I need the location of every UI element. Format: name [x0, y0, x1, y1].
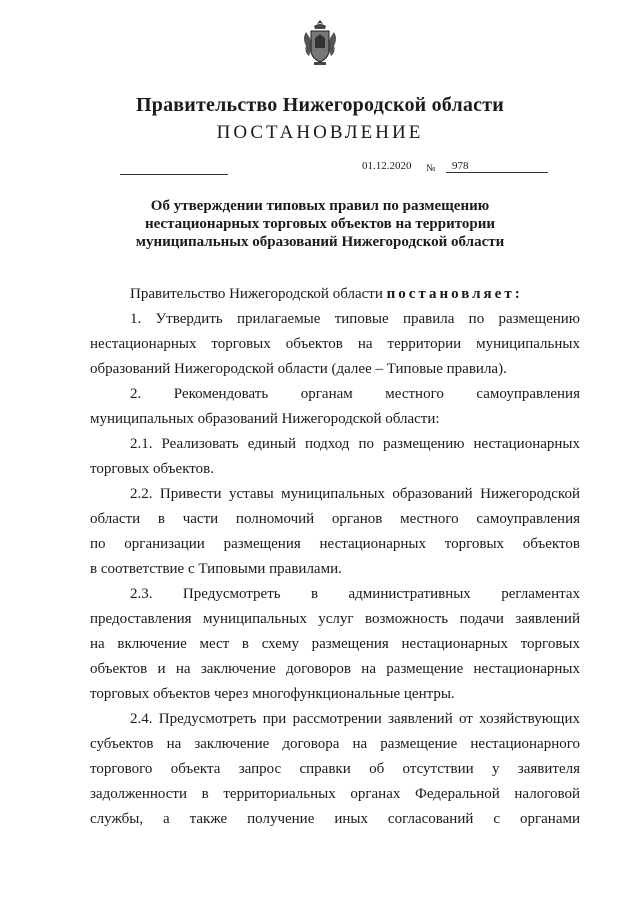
body-line: 2.2. Привести уставы муниципальных образований Нижегородской [130, 486, 580, 502]
document-type: ПОСТАНОВЛЕНИЕ [216, 122, 424, 143]
body-line: торгового объекта запрос справки об отсутствии у заявителя [90, 761, 580, 777]
title-line: нестационарных торговых объектов на территории [144, 216, 496, 232]
body-line: 2. Рекомендовать органам местного самоуправления [130, 386, 580, 402]
body-line: нестационарных торговых объектов на территории муниципальных [90, 336, 580, 352]
body-lines [90, 307, 580, 832]
blank-date-line [120, 174, 228, 175]
preamble-emphasis: постановляет: [386, 286, 523, 302]
body-line: задолженности в территориальных органах Федеральной налоговой [90, 786, 580, 802]
coat-of-arms-icon [300, 18, 340, 68]
body-line: субъектов на заключение договора на размещение нестационарного [90, 736, 580, 752]
body-line: 1. Утвердить прилагаемые типовые правила по размещению [130, 311, 580, 327]
number-sign: № [426, 163, 436, 174]
preamble-text: Правительство Нижегородской области [130, 286, 387, 302]
document-title [90, 197, 550, 251]
body-line: в соответствие с Типовыми правилами. [90, 561, 342, 577]
body-line: области в части полномочий органов местного самоуправления [90, 511, 580, 527]
document-body [90, 282, 580, 832]
body-line: муниципальных образований Нижегородской области: [90, 411, 440, 427]
document-number: 978 [446, 160, 548, 173]
body-line: 2.3. Предусмотреть в административных регламентах [130, 586, 580, 602]
body-line: предоставления муниципальных услуг возможность подачи заявлений [90, 611, 580, 627]
body-line: 2.1. Реализовать единый подход по размещению нестационарных [130, 436, 580, 452]
body-line: службы, а также получение иных согласований с органами [90, 811, 580, 827]
body-line: 2.4. Предусмотреть при рассмотрении заявлений от хозяйствующих [130, 711, 580, 727]
organization-name: Правительство Нижегородской области [136, 94, 504, 116]
title-line: Об утверждении типовых правил по размещению [150, 198, 490, 214]
body-line: торговых объектов. [90, 461, 214, 477]
body-line: объектов и на заключение договоров на размещение нестационарных [90, 661, 580, 677]
preamble [90, 282, 580, 307]
title-line: муниципальных образований Нижегородской области [135, 234, 505, 250]
body-line: на включение мест в схему размещения нестационарных торговых [90, 636, 580, 652]
body-line: по организации размещения нестационарных торговых объектов [90, 536, 580, 552]
document-date: 01.12.2020 [362, 160, 412, 172]
body-line: образований Нижегородской области (далее – Типовые правила). [90, 361, 507, 377]
body-line: торговых объектов через многофункциональные центры. [90, 686, 455, 702]
